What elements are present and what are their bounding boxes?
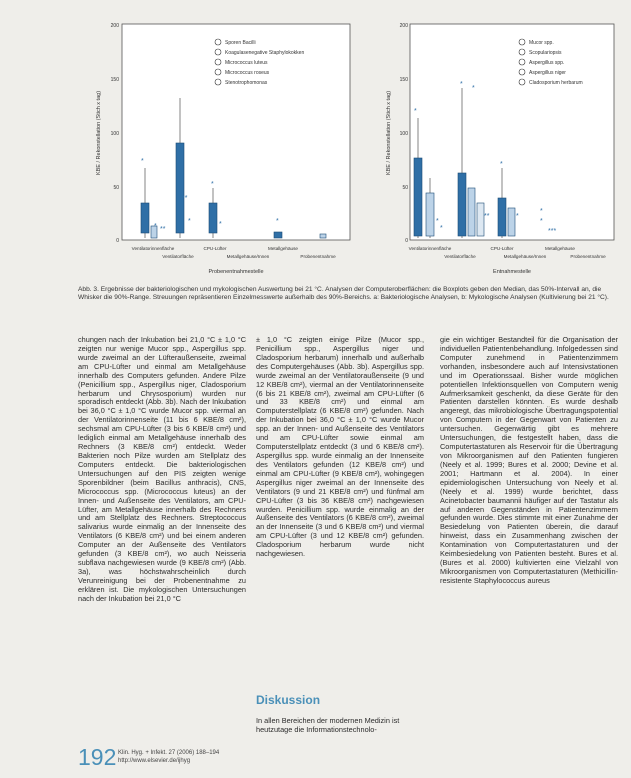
svg-text:***: *** bbox=[548, 228, 557, 235]
legend-label: Cladosporium herbarum bbox=[529, 80, 583, 86]
y-tick-label: 150 bbox=[399, 77, 408, 83]
x-category-label: CPU-Lüfter bbox=[490, 246, 514, 251]
body-column-2 bbox=[256, 336, 424, 559]
svg-text:*: * bbox=[211, 181, 214, 188]
boxplot-chart-a bbox=[78, 18, 354, 280]
plot-area-b bbox=[410, 24, 614, 240]
svg-text:*: * bbox=[460, 81, 463, 88]
boxplot-chart-b bbox=[380, 18, 618, 280]
legend-label: Koagulasenegative Staphylokokken bbox=[225, 50, 305, 56]
x-category-label: Metallgehäuse bbox=[545, 246, 575, 251]
figure-caption: Abb. 3. Ergebnisse der bakteriologischen und mykologischen Auswertung bei 21 °C. Analysen der Computeroberflächen: die Boxplots geben den Median, das 50%-Intervall an, die Whisker die 90%-Range. Streuungen repräsentieren Einzelmesswerte außerhalb des 90%-Bereichs. a: Bakteriologische Analysen, b: Mykologische Analysen (Kultivierung bei 21 °C). bbox=[78, 286, 609, 302]
svg-text:*: * bbox=[414, 108, 417, 115]
svg-text:*: * bbox=[188, 218, 191, 225]
x-category-label: Metallgehäuse/Innen bbox=[226, 254, 270, 259]
svg-text:**: ** bbox=[182, 195, 188, 202]
y-tick-label: 100 bbox=[399, 131, 408, 137]
y-tick-label: 50 bbox=[113, 185, 119, 191]
y-tick-label: 100 bbox=[110, 131, 119, 137]
box bbox=[141, 203, 149, 233]
journal-citation: Klin. Hyg. + Infekt. 27 (2006) 188–194 bbox=[118, 750, 220, 756]
paragraph: ± 1,0 °C zeigten einige Pilze (Mucor spp., Penicillium spp., Aspergillus niger und Cladosporium herbarum) innerhalb und außerhalb des Computergehäuses (Abb. 3b). Aspergillus spp. wurde zweimal an der Ventilatoraußenseite (9 und 12 KBE/8 cm²), viermal an der Ventilatorinnenseite (6 bis 21 KBE/8 cm²), zweimal am CPU-Lüfter (6 und 33 KBE/8 cm²) und einmal am Computerstellplatz (6 KBE/8 cm²) gefunden. Nach der Inkubation bei 36,0 °C ± 1,0 °C wurde Mucor spp. an der Innen- und Außenseite des Ventilators und am CPU-Lüfter sowie einmal am Computerstellplatz entdeckt (3 und 6 KBE/8 cm²). Aspergillus spp. wurde einmalig an der Innenseite des Ventilators gefunden (12 KBE/8 cm²) und einmal am CPU-Lüfter (9 KBE/8 cm²), wohingegen Aspergillus niger zweimal an der Innenseite des Ventilators (9 und 21 KBE/8 cm²) und fünfmal am CPU-Lüfter (3 bis 36 KBE/8 cm²) nachgewiesen wurden. Penicillium spp. wurde einmalig an der Außenseite des Ventilators (6 KBE/8 cm²), zweimal an der Innenseite (3 und 6 KBE/8 cm²) und viermal am CPU-Lüfter (3 und 12 KBE/8 cm²) gefunden. Cladosporium herbarum wurde nicht nachgewiesen. bbox=[256, 335, 424, 559]
box bbox=[498, 198, 506, 236]
x-category-label: Probenentnahme bbox=[300, 254, 336, 259]
paragraph: gie ein wichtiger Bestandteil für die Organisation der individuellen Patientenbehandlung. Infolgedessen sind Computer zunehmend in Patientenzimmern vorhanden, insbesondere auch auf Intensivstationen und im Operationssaal. Bisher wurde möglichen potentiellen Infektionsquellen von Computern wenig Aufmerksamkeit geschenkt, da diese Geräte für den Patienten darstellen könnten. Es wurde deshalb angeregt, das mikrobiologische Übertragungspotential von Computern in der Gegenwart von Patienten zu untersuchen. Gegenwärtig gibt es mehrere Untersuchungen, die festgestellt haben, dass die Computertastaturen als Reservoir für die Übertragung von Mikroorganismen auf den Patienten fungieren (Neely et al. 1999; Bures et al. 2000; Devine et al. 2001; Hartmann et al. 2004). In einer epidemiologischen Untersuchung von Neely et al. (Neely et al. 1999) wurde berichtet, dass Acinetobacter baumannii häufiger auf der Tastatur als auf anderen Gegenständen in Patientenzimmern gefunden wurde. Dies stimmte mit einer Zunahme der Besiedelung von Patienten überein, die darauf hinweist, dass ein Zusammenhang zwischen der Kontamination von Computertastaturen und der Keimbesiedelung von Patienten besteht. Bures et al. (Bures et al. 2000) kultivierten eine Vielzahl von Mikroorganismen von Computertastaturen (Methicillin-resistente Staphylococcus aureus bbox=[440, 335, 618, 585]
y-axis-label-b: KBE / Rekonstellation (Stich x tag) bbox=[386, 90, 392, 176]
x-axis-label-b: Entnahmestelle bbox=[493, 269, 531, 275]
section-heading: Diskussion bbox=[256, 693, 321, 707]
legend-label: Stenotrophomonas bbox=[225, 80, 268, 86]
box bbox=[477, 203, 484, 236]
box bbox=[274, 232, 282, 238]
figure-panel-a bbox=[78, 18, 354, 280]
svg-text:*: * bbox=[500, 161, 503, 168]
x-category-label: Ventilatorinnenfläche bbox=[408, 246, 452, 251]
svg-text:*: * bbox=[440, 225, 443, 232]
legend-label: Sporen Bacilli bbox=[225, 40, 256, 46]
x-category-label: CPU-Lüfter bbox=[203, 246, 227, 251]
x-category-label: Ventilatorfläche bbox=[162, 254, 194, 259]
x-category-label: Ventilatorfläche bbox=[444, 254, 476, 259]
legend-label: Scopulariopsis bbox=[529, 50, 562, 56]
body-column-3 bbox=[440, 336, 618, 586]
svg-text:*: * bbox=[154, 223, 157, 230]
svg-text:*: * bbox=[219, 221, 222, 228]
y-axis-label-a: KBE / Rekonstellation (Stich x tag) bbox=[96, 90, 102, 176]
y-tick-label: 0 bbox=[405, 238, 408, 244]
page-number: 192 bbox=[78, 744, 117, 770]
svg-text:*: * bbox=[540, 208, 543, 215]
box bbox=[414, 158, 422, 236]
y-tick-label: 0 bbox=[116, 238, 119, 244]
svg-text:*: * bbox=[472, 85, 475, 92]
box bbox=[468, 188, 475, 236]
legend-label: Aspergillus niger bbox=[529, 70, 566, 76]
paragraph: chungen nach der Inkubation bei 21,0 °C ± 1,0 °C zeigten nur wenige Mucor spp., Aspergillus spp. wurde zweimal an der Lüfteraußenseite, zweimal am CPU-Lüfter und einmal am Metallgehäuse innerhalb des Computers gefunden. Andere Pilze (Penicillium spp., Aspergillus niger, Cladosporium herbarum und Chrysosporium) wurden nur sporadisch entdeckt (Abb. 3b). Nach der Inkubation bei 36,0 °C ± 1,0 °C wurde Mucor spp. viermal an der Ventilatorinnenseite (11 bis 6 KBE/8 cm²), sechsmal am CPU-Lüfter (3 bis 6 KBE/8 cm²) und lediglich einmal am Metallgehäuse innerhalb des Rechners (3 KBE/8 cm²) entdeckt. Weder Bakterien noch Pilze wurden am Stellplatz des Computers entdeckt. Die bakteriologischen Untersuchungen auf den PIS zeigten wenige Sporenbildner (beim Bacillus anthracis), CNS, Micrococcus spp. (Micrococcus luteus) an der Innen- und Außenseite des Ventilators, am CPU-Lüfter, am Metallgehäuse innerhalb des Rechners und am Stellplatz des Rechners. Streptococcus salivarius wurde einmalig an der Innenseite des Ventilators (6 KBE/8 cm²) und bei einem anderen Computer an der Außenseite des Ventilators gefunden (3 KBE/8 cm²), wo auch Neisseria subflava nachgewiesen wurde (9 KBE/8 cm²) (Abb. 3a), was höchstwahrscheinlich durch Verunreinigung bei der Probenentnahme zu erklären ist. Die mykologischen Untersuchungen nach der Inkubation bei 21,0 °C bbox=[78, 335, 246, 603]
svg-text:*: * bbox=[516, 213, 519, 220]
svg-text:**: ** bbox=[160, 226, 166, 233]
svg-text:*: * bbox=[141, 158, 144, 165]
box bbox=[508, 208, 515, 236]
body-column-1 bbox=[78, 336, 246, 604]
y-tick-label: 200 bbox=[399, 23, 408, 29]
box bbox=[176, 143, 184, 233]
footer-citation bbox=[118, 749, 219, 765]
plot-area-a bbox=[122, 24, 350, 240]
svg-text:**: ** bbox=[484, 213, 490, 220]
svg-text:*: * bbox=[276, 218, 279, 225]
box bbox=[209, 203, 217, 233]
figure-panel-b bbox=[380, 18, 618, 280]
x-category-label: Metallgehäuse/Innen bbox=[503, 254, 547, 259]
legend-label: Micrococcus roseus bbox=[225, 70, 270, 76]
y-tick-label: 200 bbox=[110, 23, 119, 29]
y-tick-label: 150 bbox=[110, 77, 119, 83]
svg-text:*: * bbox=[436, 218, 439, 225]
box bbox=[320, 234, 326, 238]
x-category-label: Ventilatorinnenfläche bbox=[131, 246, 175, 251]
box bbox=[426, 193, 434, 236]
x-category-label: Probenentnahme bbox=[570, 254, 606, 259]
paragraph: In allen Bereichen der modernen Medizin ist heutzutage die Informationstechnolo- bbox=[256, 716, 400, 734]
y-tick-label: 50 bbox=[402, 185, 408, 191]
legend-label: Mucor spp. bbox=[529, 40, 554, 46]
box bbox=[458, 173, 466, 236]
legend-label: Aspergillus spp. bbox=[529, 60, 565, 66]
x-axis-label-a: Probenentnahmestelle bbox=[208, 269, 264, 275]
journal-url[interactable]: http://www.elsevier.de/ijhyg bbox=[118, 758, 191, 764]
x-category-label: Metallgehäuse bbox=[268, 246, 298, 251]
svg-text:*: * bbox=[540, 218, 543, 225]
legend-label: Micrococcus luteus bbox=[225, 60, 268, 66]
